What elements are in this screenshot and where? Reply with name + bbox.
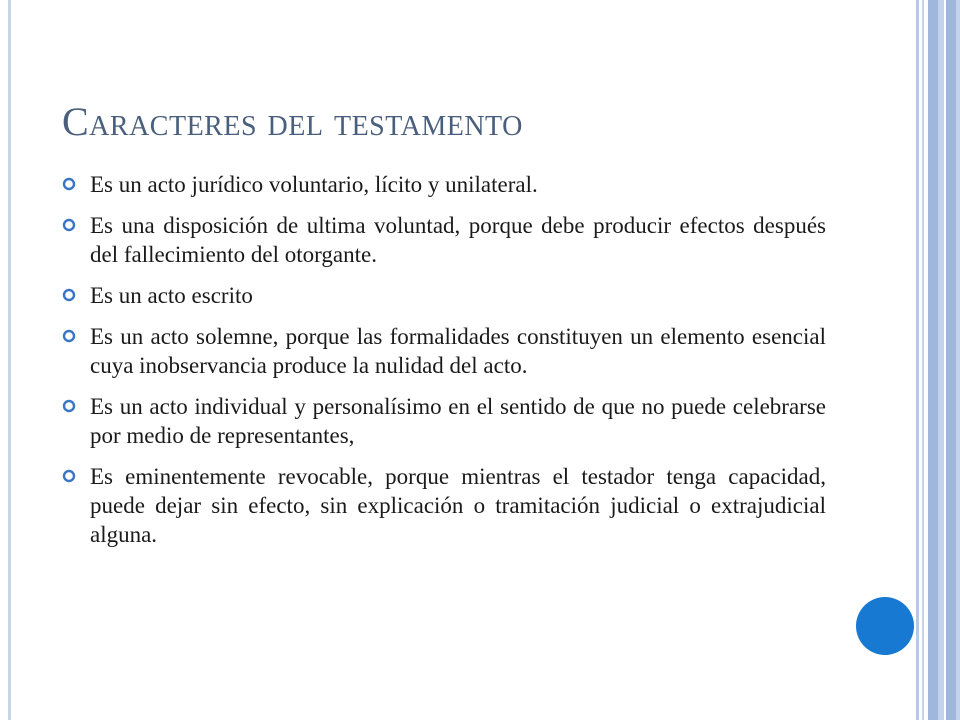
bullet-text: Es un acto individual y personalísimo en el sentido de que no puede celebrarse por medio de representantes, xyxy=(90,394,826,448)
bullet-item xyxy=(62,462,826,549)
left-border-line xyxy=(8,0,11,720)
bullet-list xyxy=(62,170,826,561)
circle-ring-bullet-icon xyxy=(62,177,76,191)
bullet-text: Es eminentemente revocable, porque mientras el testador tenga capacidad, puede dejar sin efecto, sin explicación o tramitación judicial o extrajudicial alguna. xyxy=(90,464,826,547)
decor-stripe xyxy=(946,0,956,720)
bullet-text: Es una disposición de ultima voluntad, porque debe producir efectos después del fallecimiento del otorgante. xyxy=(90,213,826,267)
accent-circle xyxy=(856,597,914,655)
bullet-item xyxy=(62,281,826,310)
bullet-text: Es un acto solemne, porque las formalidades constituyen un elemento esencial cuya inobservancia produce la nulidad del acto. xyxy=(90,324,826,378)
circle-ring-bullet-icon xyxy=(62,288,76,302)
slide-title: Caracteres del testamento xyxy=(62,99,523,144)
bullet-text: Es un acto escrito xyxy=(90,283,253,308)
circle-ring-bullet-icon xyxy=(62,329,76,343)
decor-stripe xyxy=(922,0,924,720)
decor-stripe xyxy=(956,0,960,720)
right-decorative-stripes xyxy=(916,0,960,720)
decor-stripe xyxy=(938,0,944,720)
bullet-item xyxy=(62,170,826,199)
decor-stripe xyxy=(916,0,919,720)
bullet-item xyxy=(62,211,826,269)
bullet-item xyxy=(62,322,826,380)
decor-stripe xyxy=(928,0,938,720)
circle-ring-bullet-icon xyxy=(62,469,76,483)
circle-ring-bullet-icon xyxy=(62,218,76,232)
bullet-text: Es un acto jurídico voluntario, lícito y unilateral. xyxy=(90,172,538,197)
bullet-item xyxy=(62,392,826,450)
circle-ring-bullet-icon xyxy=(62,399,76,413)
